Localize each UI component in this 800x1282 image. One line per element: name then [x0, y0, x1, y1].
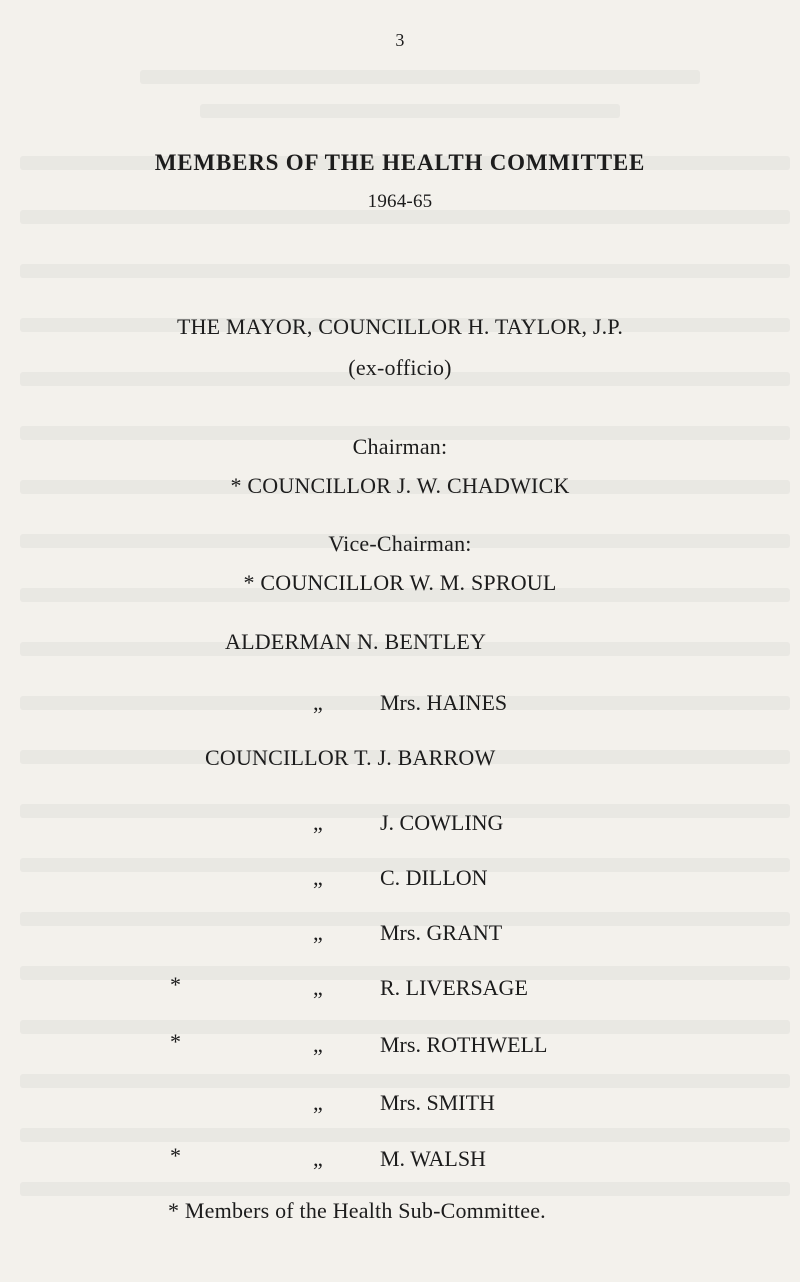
- councillor-entry: COUNCILLOR T. J. BARROW: [205, 745, 496, 770]
- member-name: R. LIVERSAGE: [380, 975, 528, 1000]
- vice-chairman-name: COUNCILLOR W. M. SPROUL: [260, 570, 557, 595]
- alderman-entry: ALDERMAN N. BENTLEY: [225, 629, 487, 654]
- member-name: Mrs. GRANT: [380, 920, 503, 945]
- subcommittee-asterisk: *: [230, 473, 242, 498]
- ditto-mark: „: [313, 920, 323, 945]
- member-name: Mrs. ROTHWELL: [380, 1032, 548, 1057]
- member-name: M. WALSH: [380, 1146, 486, 1171]
- member-name: J. COWLING: [380, 810, 504, 835]
- ditto-mark: „: [313, 865, 323, 890]
- mayor-entry: THE MAYOR, COUNCILLOR H. TAYLOR, J.P.: [176, 314, 624, 339]
- ditto-mark: „: [313, 975, 323, 1000]
- term-year: 1964-65: [367, 191, 433, 212]
- chairman-name: COUNCILLOR J. W. CHADWICK: [247, 473, 570, 498]
- subcommittee-asterisk: *: [170, 1143, 181, 1168]
- member-name: Mrs. SMITH: [380, 1090, 495, 1115]
- subcommittee-asterisk: *: [170, 1029, 181, 1054]
- member-name: C. DILLON: [380, 865, 488, 890]
- vice-chairman-label: Vice-Chairman:: [328, 531, 472, 556]
- subcommittee-asterisk: *: [243, 570, 255, 595]
- member-name: Mrs. HAINES: [380, 690, 508, 715]
- ex-officio-note: (ex-officio): [348, 355, 452, 380]
- ditto-mark: „: [313, 1090, 323, 1115]
- ditto-mark: „: [313, 690, 323, 715]
- footnote: * Members of the Health Sub-Committee.: [168, 1198, 546, 1223]
- vice-chairman-entry: [0, 570, 800, 596]
- ditto-mark: „: [313, 1146, 323, 1171]
- subcommittee-asterisk: *: [170, 972, 181, 997]
- ditto-mark: „: [313, 1032, 323, 1057]
- page-title: MEMBERS OF THE HEALTH COMMITTEE: [154, 150, 646, 175]
- chairman-label: Chairman:: [352, 434, 448, 459]
- page-number: 3: [395, 30, 405, 50]
- chairman-entry: [0, 473, 800, 499]
- ditto-mark: „: [313, 810, 323, 835]
